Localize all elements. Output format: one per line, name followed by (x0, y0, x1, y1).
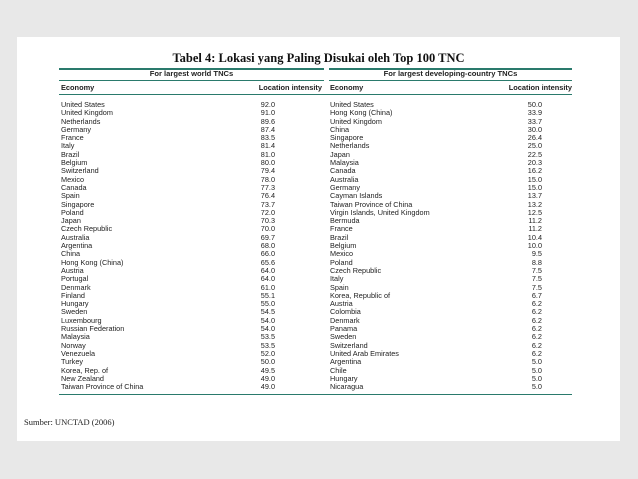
location-intensity-value: 5.0 (531, 373, 542, 383)
economy-name: Spain (330, 282, 349, 292)
location-intensity-value: 22.5 (527, 149, 542, 159)
location-intensity-value: 10.0 (527, 241, 542, 251)
economy-name: France (61, 133, 84, 143)
table-row (330, 358, 542, 366)
col-header-intensity-left: Location intensity (258, 83, 322, 92)
col-header-economy-left: Economy (61, 83, 95, 92)
location-intensity-value: 61.0 (260, 282, 275, 292)
table-row (330, 275, 542, 283)
table-row (61, 300, 275, 308)
group-rule-right (329, 80, 572, 81)
location-intensity-value: 13.2 (527, 199, 542, 209)
location-intensity-value: 7.5 (531, 265, 542, 275)
location-intensity-value: 81.4 (260, 141, 275, 151)
location-intensity-value: 49.0 (260, 382, 275, 392)
location-intensity-value: 73.7 (260, 199, 275, 209)
table-row (61, 383, 275, 391)
location-intensity-value: 69.7 (260, 232, 275, 242)
economy-name: Sweden (61, 307, 88, 317)
location-intensity-value: 16.2 (527, 166, 542, 176)
table-row (61, 184, 275, 192)
economy-name: Malaysia (330, 158, 359, 168)
table-row (330, 151, 542, 159)
location-intensity-value: 6.2 (531, 315, 542, 325)
table-row (330, 217, 542, 225)
location-intensity-value: 25.0 (527, 141, 542, 151)
table-row (330, 242, 542, 250)
economy-name: Bermuda (330, 216, 360, 226)
economy-name: Hong Kong (China) (61, 257, 124, 267)
economy-name: Denmark (330, 315, 360, 325)
location-intensity-value: 6.2 (531, 307, 542, 317)
economy-name: Virgin Islands, United Kingdom (330, 207, 430, 217)
location-intensity-value: 7.5 (531, 274, 542, 284)
table-row (61, 284, 275, 292)
economy-name: Sweden (330, 332, 357, 342)
table-row (330, 209, 542, 217)
economy-name: Singapore (330, 133, 364, 143)
table-row (61, 350, 275, 358)
economy-name: Hong Kong (China) (330, 108, 393, 118)
table-row (330, 250, 542, 258)
economy-name: Luxembourg (61, 315, 102, 325)
header-rule (59, 94, 572, 95)
group-header-world: For largest world TNCs (149, 69, 234, 78)
location-intensity-value: 26.4 (527, 133, 542, 143)
table-row (61, 225, 275, 233)
location-intensity-value: 11.2 (528, 216, 542, 226)
location-intensity-value: 12.5 (527, 207, 542, 217)
location-intensity-value: 13.7 (527, 191, 542, 201)
economy-name: Switzerland (330, 340, 368, 350)
location-intensity-value: 64.0 (260, 265, 275, 275)
location-intensity-value: 33.9 (527, 108, 542, 118)
location-intensity-value: 6.2 (531, 299, 542, 309)
location-intensity-value: 89.6 (260, 116, 275, 126)
economy-name: Spain (61, 191, 80, 201)
location-intensity-value: 65.6 (260, 257, 275, 267)
economy-name: Mexico (330, 249, 354, 259)
economy-name: Singapore (61, 199, 95, 209)
economy-name: Chile (330, 365, 347, 375)
economy-name: Netherlands (330, 141, 370, 151)
location-intensity-value: 80.0 (260, 158, 275, 168)
location-intensity-value: 53.5 (260, 340, 275, 350)
table-row (61, 142, 275, 150)
economy-name: Canada (61, 182, 87, 192)
economy-name: Turkey (61, 357, 84, 367)
location-intensity-value: 15.0 (527, 174, 542, 184)
table-row (61, 209, 275, 217)
economy-name: Czech Republic (330, 265, 382, 275)
economy-name: Mexico (61, 174, 85, 184)
economy-name: Germany (330, 182, 361, 192)
economy-name: Russian Federation (61, 324, 125, 334)
economy-name: Japan (330, 149, 350, 159)
table-row (61, 242, 275, 250)
economy-name: Australia (330, 174, 359, 184)
location-intensity-value: 79.4 (260, 166, 275, 176)
location-intensity-value: 53.5 (260, 332, 275, 342)
table-row (61, 234, 275, 242)
economy-name: Korea, Rep. of (61, 365, 109, 375)
economy-name: United States (61, 100, 105, 109)
source-note: Sumber: UNCTAD (2006) (24, 417, 115, 427)
location-intensity-value: 50.0 (527, 100, 542, 109)
location-intensity-value: 81.0 (260, 149, 275, 159)
table-row (330, 383, 542, 391)
table-row (330, 142, 542, 150)
table-row (330, 167, 542, 175)
economy-name: Italy (61, 141, 75, 151)
location-intensity-value: 20.3 (527, 158, 542, 168)
economy-name: Poland (61, 207, 84, 217)
location-intensity-value: 50.0 (260, 357, 275, 367)
table-row (61, 267, 275, 275)
economy-name: Portugal (61, 274, 89, 284)
economy-name: United Arab Emirates (330, 348, 399, 358)
table-row (330, 308, 542, 316)
location-intensity-value: 5.0 (531, 382, 542, 392)
economy-name: France (330, 224, 353, 234)
economy-name: Norway (61, 340, 86, 350)
location-intensity-value: 55.1 (260, 290, 275, 300)
location-intensity-value: 70.0 (260, 224, 275, 234)
slide (17, 37, 620, 441)
location-intensity-value: 52.0 (260, 348, 275, 358)
economy-name: Argentina (330, 357, 362, 367)
economy-name: China (61, 249, 81, 259)
table-row (61, 292, 275, 300)
location-intensity-value: 72.0 (260, 207, 275, 217)
table-row (61, 201, 275, 209)
table-row (330, 176, 542, 184)
table-row (330, 317, 542, 325)
economy-name: Argentina (61, 241, 93, 251)
location-intensity-value: 77.3 (260, 182, 275, 192)
location-intensity-value: 9.5 (531, 249, 542, 259)
economy-name: Malaysia (61, 332, 90, 342)
economy-name: Poland (330, 257, 353, 267)
economy-name: Colombia (330, 307, 361, 317)
economy-name: Belgium (330, 241, 357, 251)
economy-name: Brazil (330, 232, 349, 242)
location-intensity-value: 76.4 (260, 191, 275, 201)
economy-name: Hungary (61, 299, 89, 309)
economy-name: Czech Republic (61, 224, 113, 234)
economy-name: United Kingdom (61, 108, 113, 118)
location-intensity-value: 6.2 (531, 332, 542, 342)
economy-name: Netherlands (61, 116, 101, 126)
location-intensity-value: 11.2 (528, 224, 542, 234)
table-row (330, 292, 542, 300)
location-intensity-value: 55.0 (260, 299, 275, 309)
economy-name: Cayman Islands (330, 191, 383, 201)
location-intensity-value: 10.4 (527, 232, 542, 242)
table-row (61, 167, 275, 175)
col-header-economy-right: Economy (330, 83, 364, 92)
table-row (61, 151, 275, 159)
group-rule-left (59, 80, 324, 81)
economy-name: Taiwan Province of China (61, 382, 144, 392)
location-intensity-value: 92.0 (260, 100, 275, 109)
economy-name: United States (330, 100, 374, 109)
table-row (330, 225, 542, 233)
economy-name: Brazil (61, 149, 80, 159)
table-row (61, 333, 275, 341)
location-intensity-value: 78.0 (260, 174, 275, 184)
location-intensity-value: 91.0 (260, 108, 275, 118)
group-header-developing: For largest developing-country TNCs (383, 69, 518, 78)
economy-name: China (330, 124, 350, 134)
economy-name: Canada (330, 166, 356, 176)
economy-name: Italy (330, 274, 344, 284)
location-intensity-value: 68.0 (260, 241, 275, 251)
location-intensity-value: 5.0 (531, 365, 542, 375)
economy-name: Venezuela (61, 348, 96, 358)
location-intensity-value: 54.5 (260, 307, 275, 317)
location-intensity-value: 83.5 (260, 133, 275, 143)
economy-name: Austria (330, 299, 353, 309)
table-row (330, 300, 542, 308)
economy-name: Panama (330, 324, 358, 334)
bottom-rule (59, 394, 572, 395)
table-row (61, 118, 275, 126)
location-intensity-value: 6.2 (531, 348, 542, 358)
table-row (61, 259, 275, 267)
location-intensity-value: 66.0 (260, 249, 275, 259)
economy-name: Taiwan Province of China (330, 199, 413, 209)
economy-name: Denmark (61, 282, 91, 292)
location-intensity-value: 30.0 (527, 124, 542, 134)
location-intensity-value: 54.0 (260, 315, 275, 325)
table-row (330, 159, 542, 167)
location-intensity-value: 70.3 (260, 216, 275, 226)
location-intensity-value: 54.0 (260, 324, 275, 334)
location-intensity-value: 64.0 (260, 274, 275, 284)
location-intensity-value: 15.0 (527, 182, 542, 192)
economy-name: Finland (61, 290, 85, 300)
developing-tnc-rows (330, 101, 542, 391)
table-row (61, 176, 275, 184)
table-row (330, 350, 542, 358)
location-intensity-value: 33.7 (527, 116, 542, 126)
location-intensity-value: 8.8 (531, 257, 542, 267)
economy-name: United Kingdom (330, 116, 382, 126)
location-intensity-value: 87.4 (260, 124, 275, 134)
economy-name: Nicaragua (330, 382, 364, 392)
table-title: Tabel 4: Lokasi yang Paling Disukai oleh Top 100 TNC (172, 51, 465, 65)
location-intensity-value: 7.5 (531, 282, 542, 292)
col-header-intensity-right: Location intensity (508, 83, 572, 92)
economy-name: New Zealand (61, 373, 104, 383)
table-row (330, 118, 542, 126)
location-intensity-value: 49.5 (260, 365, 275, 375)
table-row (61, 134, 275, 142)
table-row (330, 367, 542, 375)
location-intensity-value: 5.0 (531, 357, 542, 367)
table-row (61, 126, 275, 134)
economy-name: Belgium (61, 158, 88, 168)
table-row (61, 325, 275, 333)
table-row (330, 234, 542, 242)
economy-name: Germany (61, 124, 92, 134)
table-row (330, 267, 542, 275)
economy-name: Japan (61, 216, 81, 226)
world-tnc-rows (61, 101, 275, 391)
economy-name: Switzerland (61, 166, 99, 176)
location-intensity-value: 49.0 (260, 373, 275, 383)
economy-name: Australia (61, 232, 90, 242)
location-intensity-value: 6.7 (531, 290, 542, 300)
table-row (330, 325, 542, 333)
economy-name: Austria (61, 265, 84, 275)
economy-name: Hungary (330, 373, 358, 383)
economy-name: Korea, Republic of (330, 290, 391, 300)
location-intensity-value: 6.2 (531, 324, 542, 334)
location-intensity-value: 6.2 (531, 340, 542, 350)
table-row (61, 275, 275, 283)
